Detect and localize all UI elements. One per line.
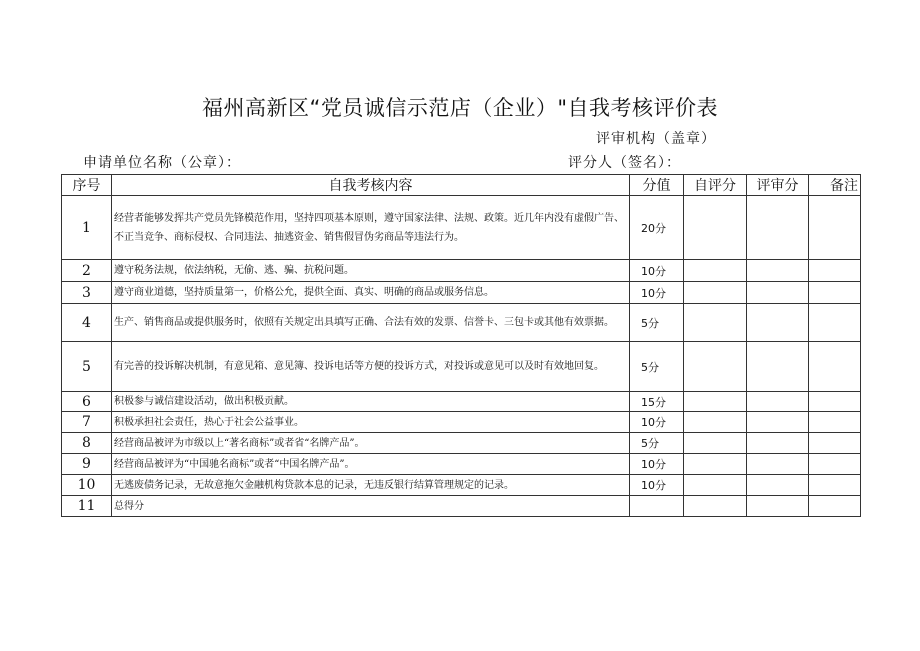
row-self-score-cell	[684, 496, 747, 517]
row-number: 2	[62, 260, 112, 282]
row-review-score-cell	[747, 454, 809, 475]
row-self-score-cell	[684, 433, 747, 454]
row-review-score-cell	[747, 496, 809, 517]
table-row	[62, 412, 861, 433]
applicant-label: 申请单位名称（公章）：	[83, 155, 241, 171]
row-number: 11	[62, 496, 112, 517]
row-content: 遵守税务法规，依法纳税，无偷、逃、骗、抗税问题。	[112, 260, 630, 282]
table-row	[62, 304, 861, 342]
row-score: 5分	[630, 304, 684, 342]
header-self-score: 自评分	[684, 175, 747, 196]
table-row	[62, 260, 861, 282]
row-remark-cell	[809, 304, 861, 342]
header-remark: 备注	[809, 175, 861, 196]
table-row	[62, 496, 861, 517]
row-remark-cell	[809, 392, 861, 412]
table-row	[62, 282, 861, 304]
row-score: 5分	[630, 433, 684, 454]
table-row	[62, 454, 861, 475]
scorer-label: 评分人（签名）：	[568, 155, 681, 171]
row-score: 5分	[630, 342, 684, 392]
row-content: 生产、销售商品或提供服务时，依照有关规定出具填写正确、合法有效的发票、信誉卡、三包卡或其他有效票据。	[112, 304, 630, 342]
table-row	[62, 475, 861, 496]
row-self-score-cell	[684, 412, 747, 433]
row-remark-cell	[809, 454, 861, 475]
row-remark-cell	[809, 282, 861, 304]
row-remark-cell	[809, 412, 861, 433]
row-content: 积极承担社会责任，热心于社会公益事业。	[112, 412, 630, 433]
row-number: 8	[62, 433, 112, 454]
row-number: 5	[62, 342, 112, 392]
row-review-score-cell	[747, 342, 809, 392]
row-self-score-cell	[684, 304, 747, 342]
review-org-label: 评审机构（盖章）	[596, 131, 716, 147]
evaluation-table	[61, 174, 861, 517]
row-score: 10分	[630, 282, 684, 304]
row-review-score-cell	[747, 433, 809, 454]
row-self-score-cell	[684, 475, 747, 496]
row-content: 遵守商业道德，坚持质量第一，价格公允，提供全面、真实、明确的商品或服务信息。	[112, 282, 630, 304]
row-remark-cell	[809, 260, 861, 282]
row-number: 4	[62, 304, 112, 342]
row-content: 无逃废债务记录，无故意拖欠金融机构贷款本息的记录，无违反银行结算管理规定的记录。	[112, 475, 630, 496]
row-score	[630, 496, 684, 517]
row-self-score-cell	[684, 454, 747, 475]
row-number: 9	[62, 454, 112, 475]
row-score: 10分	[630, 412, 684, 433]
row-score: 10分	[630, 260, 684, 282]
row-content: 积极参与诚信建设活动，做出积极贡献。	[112, 392, 630, 412]
row-number: 3	[62, 282, 112, 304]
header-review-score: 评审分	[747, 175, 809, 196]
document-title: 福州高新区“党员诚信示范店（企业）"自我考核评价表	[201, 96, 719, 120]
row-self-score-cell	[684, 392, 747, 412]
row-review-score-cell	[747, 260, 809, 282]
row-content: 经营商品被评为市级以上“著名商标”或者省“名牌产品”。	[112, 433, 630, 454]
row-remark-cell	[809, 196, 861, 260]
row-number: 10	[62, 475, 112, 496]
table-row	[62, 342, 861, 392]
table-row	[62, 433, 861, 454]
row-review-score-cell	[747, 412, 809, 433]
row-self-score-cell	[684, 260, 747, 282]
row-content: 经营者能够发挥共产党员先锋模范作用，坚持四项基本原则，遵守国家法律、法规、政策。近几年内没有虚假广告、不正当竞争、商标侵权、合同违法、抽逃资金、销售假冒伪劣商品等违法行为。	[112, 196, 630, 260]
row-review-score-cell	[747, 392, 809, 412]
row-review-score-cell	[747, 304, 809, 342]
table-header-row	[62, 175, 861, 196]
row-remark-cell	[809, 475, 861, 496]
header-no: 序号	[62, 175, 112, 196]
row-content: 有完善的投诉解决机制，有意见箱、意见簿、投诉电话等方便的投诉方式，对投诉或意见可以及时有效地回复。	[112, 342, 630, 392]
row-content: 总得分	[112, 496, 630, 517]
row-remark-cell	[809, 342, 861, 392]
table-row	[62, 196, 861, 260]
header-content: 自我考核内容	[112, 175, 630, 196]
row-score: 15分	[630, 392, 684, 412]
row-remark-cell	[809, 433, 861, 454]
row-self-score-cell	[684, 282, 747, 304]
row-self-score-cell	[684, 196, 747, 260]
row-review-score-cell	[747, 282, 809, 304]
row-score: 10分	[630, 475, 684, 496]
row-remark-cell	[809, 496, 861, 517]
row-self-score-cell	[684, 342, 747, 392]
row-review-score-cell	[747, 196, 809, 260]
row-score: 10分	[630, 454, 684, 475]
row-review-score-cell	[747, 475, 809, 496]
row-content: 经营商品被评为“中国驰名商标”或者“中国名牌产品”。	[112, 454, 630, 475]
header-score: 分值	[630, 175, 684, 196]
row-number: 6	[62, 392, 112, 412]
row-score: 20分	[630, 196, 684, 260]
row-number: 7	[62, 412, 112, 433]
table-row	[62, 392, 861, 412]
row-number: 1	[62, 196, 112, 260]
